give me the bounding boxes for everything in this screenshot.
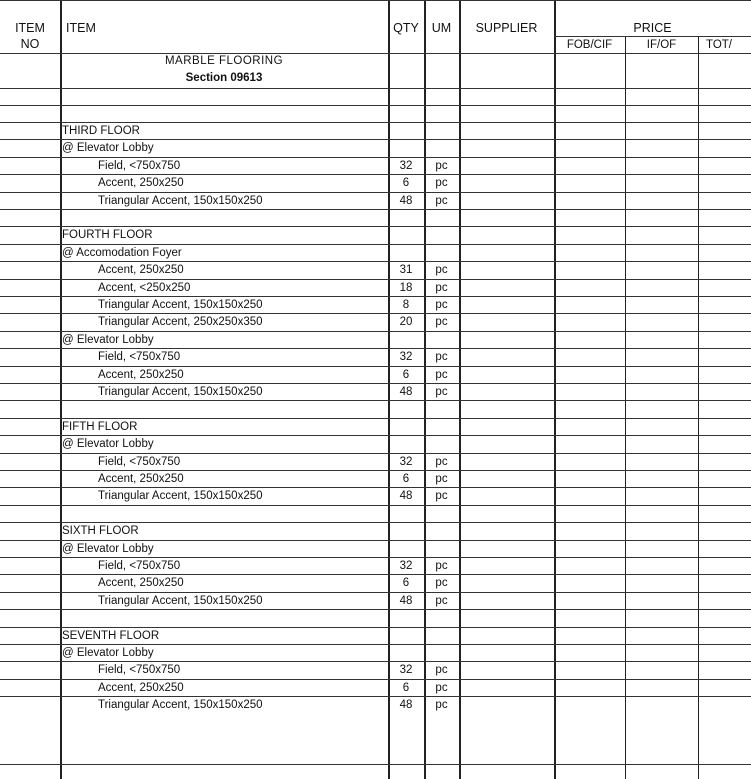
um-cell: pc: [435, 160, 448, 172]
item-description: Field, <750x750: [98, 160, 181, 172]
row-rule: [0, 244, 751, 245]
row-rule: [0, 105, 751, 106]
um-cell: pc: [435, 195, 448, 207]
um-cell: pc: [435, 699, 448, 711]
qty-cell: 6: [402, 177, 410, 189]
qty-cell: 32: [399, 160, 413, 172]
item-description: Field, <750x750: [98, 560, 181, 572]
rule-ifof: [698, 36, 699, 779]
um-cell: pc: [435, 351, 448, 363]
row-rule: [0, 174, 751, 175]
section-number: Section 09613: [185, 72, 263, 84]
qty-cell: 32: [399, 664, 413, 676]
price-sub-rule: [554, 36, 751, 37]
qty-cell: 48: [399, 490, 413, 502]
header-item: ITEM: [66, 21, 96, 35]
qty-cell: 18: [399, 282, 413, 294]
qty-cell: 32: [399, 456, 413, 468]
floor-name: SEVENTH FLOOR: [62, 630, 160, 642]
item-description: Triangular Accent, 150x150x250: [98, 386, 263, 398]
row-rule: [0, 418, 751, 419]
rule-item-no: [60, 0, 62, 779]
row-rule: [0, 400, 751, 401]
floor-name: FIFTH FLOOR: [62, 421, 138, 433]
row-rule: [0, 592, 751, 593]
item-description: Accent, 250x250: [98, 177, 184, 189]
row-rule: [0, 505, 751, 506]
header-fob-cif: FOB/CIF: [566, 39, 613, 51]
qty-cell: 48: [399, 595, 413, 607]
item-description: Triangular Accent, 150x150x250: [98, 699, 263, 711]
item-description: Accent, 250x250: [98, 473, 184, 485]
header-item-no-1: ITEM: [15, 21, 45, 35]
row-rule: [0, 627, 751, 628]
location-name: @ Elevator Lobby: [62, 647, 154, 659]
item-description: Triangular Accent, 250x250x350: [98, 316, 263, 328]
row-rule: [0, 679, 751, 680]
um-cell: pc: [435, 282, 448, 294]
qty-cell: 48: [399, 699, 413, 711]
row-rule: [0, 764, 751, 765]
row-rule: [0, 696, 751, 697]
row-rule: [0, 609, 751, 610]
qty-cell: 20: [399, 316, 413, 328]
row-rule: [0, 348, 751, 349]
item-description: Triangular Accent, 150x150x250: [98, 490, 263, 502]
row-rule: [0, 209, 751, 210]
um-cell: pc: [435, 577, 448, 589]
header-price: PRICE: [633, 21, 672, 35]
um-cell: pc: [435, 595, 448, 607]
header-if-of: IF/OF: [646, 39, 677, 51]
row-rule: [0, 435, 751, 436]
item-description: Accent, 250x250: [98, 577, 184, 589]
um-cell: pc: [435, 682, 448, 694]
location-name: @ Elevator Lobby: [62, 543, 154, 555]
item-description: Field, <750x750: [98, 664, 181, 676]
um-cell: pc: [435, 264, 448, 276]
row-rule: [0, 522, 751, 523]
row-rule: [0, 540, 751, 541]
item-description: Triangular Accent, 150x150x250: [98, 299, 263, 311]
item-description: Field, <750x750: [98, 456, 181, 468]
row-rule: [0, 574, 751, 575]
rule-um: [459, 0, 461, 779]
row-rule: [0, 279, 751, 280]
floor-name: FOURTH FLOOR: [62, 229, 153, 241]
item-description: Accent, 250x250: [98, 369, 184, 381]
item-description: Accent, 250x250: [98, 264, 184, 276]
section-title: MARBLE FLOORING: [164, 55, 284, 67]
item-description: Accent, <250x250: [98, 282, 191, 294]
floor-name: SIXTH FLOOR: [62, 525, 139, 537]
row-rule: [0, 366, 751, 367]
item-description: Triangular Accent, 150x150x250: [98, 595, 263, 607]
row-rule: [0, 226, 751, 227]
row-rule: [0, 88, 751, 89]
um-cell: pc: [435, 177, 448, 189]
qty-cell: 6: [402, 682, 410, 694]
row-rule: [0, 487, 751, 488]
floor-name: THIRD FLOOR: [62, 125, 140, 137]
row-rule: [0, 122, 751, 123]
um-cell: pc: [435, 299, 448, 311]
header-qty: QTY: [393, 21, 419, 35]
um-cell: pc: [435, 664, 448, 676]
qty-cell: 6: [402, 577, 410, 589]
um-cell: pc: [435, 369, 448, 381]
um-cell: pc: [435, 456, 448, 468]
row-rule: [0, 644, 751, 645]
location-name: @ Elevator Lobby: [62, 334, 154, 346]
um-cell: pc: [435, 386, 448, 398]
header-total: TOT/: [706, 39, 732, 51]
rule-supplier: [554, 0, 556, 779]
qty-cell: 48: [399, 195, 413, 207]
qty-cell: 8: [402, 299, 410, 311]
row-rule: [0, 453, 751, 454]
qty-cell: 6: [402, 473, 410, 485]
location-name: @ Elevator Lobby: [62, 438, 154, 450]
item-description: Accent, 250x250: [98, 682, 184, 694]
row-rule: [0, 296, 751, 297]
qty-cell: 31: [399, 264, 413, 276]
rule-fob: [625, 36, 626, 779]
row-rule: [0, 470, 751, 471]
qty-cell: 6: [402, 369, 410, 381]
qty-cell: 48: [399, 386, 413, 398]
location-name: @ Elevator Lobby: [62, 142, 154, 154]
um-cell: pc: [435, 316, 448, 328]
row-rule: [0, 157, 751, 158]
header-supplier: SUPPLIER: [475, 21, 538, 35]
qty-cell: 32: [399, 560, 413, 572]
um-cell: pc: [435, 473, 448, 485]
header-um: UM: [431, 21, 452, 35]
row-rule: [0, 557, 751, 558]
row-rule: [0, 261, 751, 262]
row-rule: [0, 383, 751, 384]
row-rule: [0, 661, 751, 662]
row-rule: [0, 139, 751, 140]
header-item-no-2: NO: [20, 37, 40, 51]
row-rule: [0, 192, 751, 193]
row-rule: [0, 331, 751, 332]
um-cell: pc: [435, 490, 448, 502]
header-top-rule: [0, 0, 751, 1]
qty-cell: 32: [399, 351, 413, 363]
item-description: Triangular Accent, 150x150x250: [98, 195, 263, 207]
item-description: Field, <750x750: [98, 351, 181, 363]
um-cell: pc: [435, 560, 448, 572]
location-name: @ Accomodation Foyer: [62, 247, 182, 259]
row-rule: [0, 313, 751, 314]
